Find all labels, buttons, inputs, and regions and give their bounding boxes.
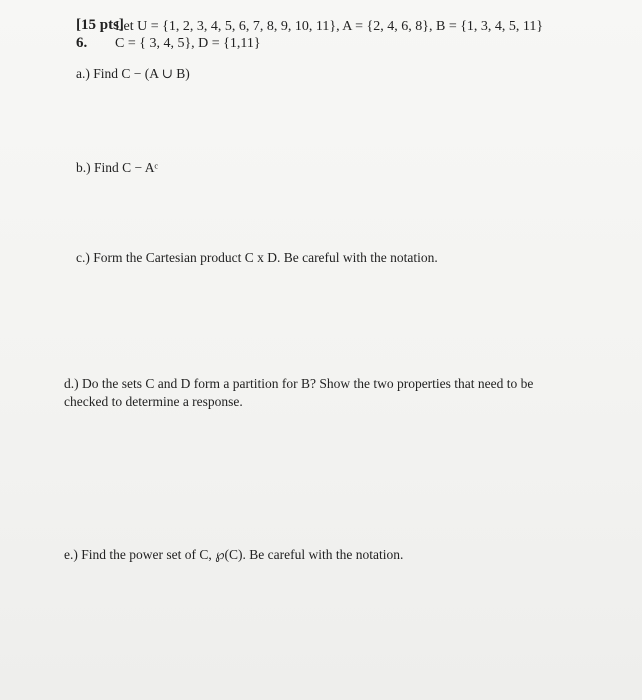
part-d-question-line-2: checked to determine a response. [64,394,243,409]
part-c-question: c.) Form the Cartesian product C x D. Be careful with the notation. [76,250,438,265]
points-label: [15 pts] [76,17,124,33]
part-e-question: e.) Find the power set of C, ℘(C). Be careful with the notation. [64,547,404,562]
set-definitions-line-1: Let U = {1, 2, 3, 4, 5, 6, 7, 8, 9, 10, 11}, A = {2, 4, 6, 8}, B = {1, 3, 4, 5, 11} [115,19,544,34]
part-a-question: a.) Find C − (A ∪ B) [76,66,190,81]
show-through-text [260,62,358,79]
set-definitions-line-2: C = { 3, 4, 5}, D = {1,11} [115,36,261,51]
part-d-question-line-1: d.) Do the sets C and D form a partition for B? Show the two properties that need to be [64,376,534,391]
question-number: 6. [76,35,88,51]
part-b-question: b.) Find C − Aᶜ [76,160,158,175]
